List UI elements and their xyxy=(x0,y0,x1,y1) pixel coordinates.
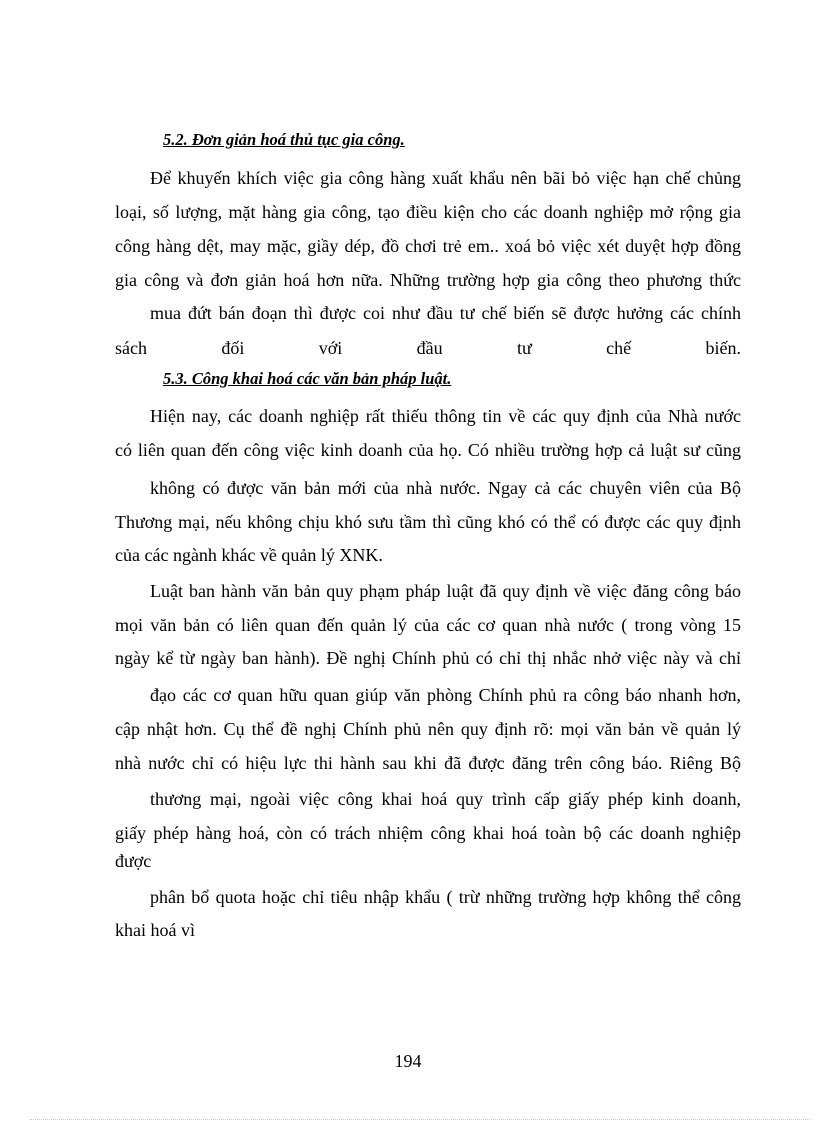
paragraph-line: mọi văn bản có liên quan đến quản lý của các cơ quan nhà nước ( trong vòng 15 xyxy=(115,615,741,635)
section-heading-5-2: 5.2. Đơn giản hoá thủ tục gia công. xyxy=(163,130,405,149)
paragraph-line: gia công và đơn giản hoá hơn nữa. Những trường hợp gia công theo phương thức xyxy=(115,270,741,290)
paragraph-line: phân bổ quota hoặc chỉ tiêu nhập khẩu ( trừ những trường hợp không thể công xyxy=(150,887,741,907)
paragraph-line: Để khuyến khích việc gia công hàng xuất khẩu nên bãi bỏ việc hạn chế chủng xyxy=(150,168,741,188)
section-heading-5-3: 5.3. Công khai hoá các văn bản pháp luật. xyxy=(163,369,452,388)
paragraph-line: giấy phép hàng hoá, còn có trách nhiệm công khai hoá toàn bộ các doanh nghiệp xyxy=(115,823,741,843)
paragraph-line: đạo các cơ quan hữu quan giúp văn phòng Chính phủ ra công báo nhanh hơn, xyxy=(150,685,741,705)
paragraph-line: có liên quan đến công việc kinh doanh của họ. Có nhiều trường hợp cả luật sư cũng xyxy=(115,440,741,460)
paragraph-line: Hiện nay, các doanh nghiệp rất thiếu thông tin về các quy định của Nhà nước xyxy=(150,406,741,426)
paragraph-line: được xyxy=(115,851,152,871)
paragraph-line: thương mại, ngoài việc công khai hoá quy trình cấp giấy phép kinh doanh, xyxy=(150,789,741,809)
paragraph-line: Luật ban hành văn bản quy phạm pháp luật đã quy định về việc đăng công báo xyxy=(150,581,741,601)
paragraph-line: công hàng dệt, may mặc, giầy dép, đồ chơi trẻ em.. xoá bỏ việc xét duyệt hợp đồng xyxy=(115,236,741,256)
paragraph-line: nhà nước chỉ có hiệu lực thi hành sau khi đã được đăng trên công báo. Riêng Bộ xyxy=(115,753,741,773)
paragraph-line: mua đứt bán đoạn thì được coi như đầu tư chế biến sẽ được hưởng các chính xyxy=(150,303,741,323)
page-bottom-divider xyxy=(30,1119,810,1120)
paragraph-line: không có được văn bản mới của nhà nước. Ngay cả các chuyên viên của Bộ xyxy=(150,478,741,498)
paragraph-line: ngày kể từ ngày ban hành). Đề nghị Chính phủ có chỉ thị nhắc nhở việc này và chỉ xyxy=(115,648,741,668)
paragraph-line: sách đối với đầu tư chế biến. xyxy=(115,338,741,358)
paragraph-line: Thương mại, nếu không chịu khó sưu tầm thì cũng khó có thể có được các quy định xyxy=(115,512,741,532)
paragraph-line: cập nhật hơn. Cụ thể đề nghị Chính phủ nên quy định rõ: mọi văn bản về quản lý xyxy=(115,719,741,739)
paragraph-line: khai hoá vì xyxy=(115,920,195,940)
paragraph-line: loại, số lượng, mặt hàng gia công, tạo điều kiện cho các doanh nghiệp mở rộng gia xyxy=(115,202,741,222)
page-number: 194 xyxy=(394,1051,422,1071)
paragraph-line: của các ngành khác về quản lý XNK. xyxy=(115,545,383,565)
